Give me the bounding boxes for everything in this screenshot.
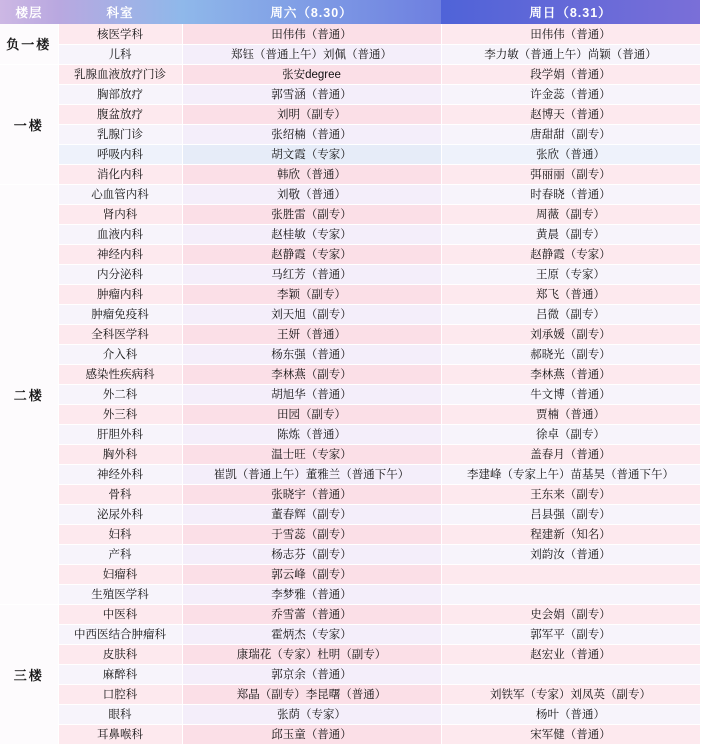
saturday-cell: 李颖（副专） bbox=[182, 284, 441, 304]
header-saturday: 周六（8.30） bbox=[182, 0, 441, 24]
department-cell: 皮肤科 bbox=[58, 644, 182, 664]
saturday-cell: 张晓宇（普通） bbox=[182, 484, 441, 504]
saturday-cell: 韩欣（普通） bbox=[182, 164, 441, 184]
department-cell: 腹盆放疗 bbox=[58, 104, 182, 124]
table-row bbox=[0, 124, 700, 144]
table-header bbox=[0, 0, 700, 24]
sunday-cell bbox=[441, 664, 700, 684]
sunday-cell: 赵博天（普通） bbox=[441, 104, 700, 124]
table-row bbox=[0, 704, 700, 724]
saturday-cell: 田园（副专） bbox=[182, 404, 441, 424]
sunday-cell: 刘承媛（副专） bbox=[441, 324, 700, 344]
saturday-cell: 于雪蕊（副专） bbox=[182, 524, 441, 544]
department-cell: 肿瘤免疫科 bbox=[58, 304, 182, 324]
sunday-cell: 吕微（副专） bbox=[441, 304, 700, 324]
sunday-cell: 程建新（知名） bbox=[441, 524, 700, 544]
table-row bbox=[0, 184, 700, 204]
saturday-cell: 郑钰（普通上午）刘佩（普通） bbox=[182, 44, 441, 64]
table-row bbox=[0, 364, 700, 384]
department-cell: 生殖医学科 bbox=[58, 584, 182, 604]
saturday-cell: 张荫（专家） bbox=[182, 704, 441, 724]
table-row bbox=[0, 584, 700, 604]
department-cell: 产科 bbox=[58, 544, 182, 564]
table-row bbox=[0, 104, 700, 124]
sunday-cell: 周薇（副专） bbox=[441, 204, 700, 224]
department-cell: 神经外科 bbox=[58, 464, 182, 484]
department-cell: 肿瘤内科 bbox=[58, 284, 182, 304]
sunday-cell: 郝晓光（副专） bbox=[441, 344, 700, 364]
sunday-cell bbox=[441, 584, 700, 604]
floor-cell: 三楼 bbox=[0, 604, 58, 744]
department-cell: 介入科 bbox=[58, 344, 182, 364]
header-sunday: 周日（8.31） bbox=[441, 0, 700, 24]
saturday-cell: 董春辉（副专） bbox=[182, 504, 441, 524]
department-cell: 口腔科 bbox=[58, 684, 182, 704]
header-department: 科室 bbox=[58, 0, 182, 24]
table-row bbox=[0, 464, 700, 484]
saturday-cell: 郭京余（普通） bbox=[182, 664, 441, 684]
table-row bbox=[0, 304, 700, 324]
department-cell: 耳鼻喉科 bbox=[58, 724, 182, 744]
table-row bbox=[0, 84, 700, 104]
table-row bbox=[0, 624, 700, 644]
saturday-cell: 胡文霞（专家） bbox=[182, 144, 441, 164]
sunday-cell: 刘韵汝（普通） bbox=[441, 544, 700, 564]
saturday-cell: 杨志芬（副专） bbox=[182, 544, 441, 564]
saturday-cell: 霍炳杰（专家） bbox=[182, 624, 441, 644]
table-row bbox=[0, 284, 700, 304]
department-cell: 眼科 bbox=[58, 704, 182, 724]
saturday-cell: 张绍楠（普通） bbox=[182, 124, 441, 144]
table-row bbox=[0, 44, 700, 64]
sunday-cell: 王东来（副专） bbox=[441, 484, 700, 504]
table-row bbox=[0, 604, 700, 624]
department-cell: 胸外科 bbox=[58, 444, 182, 464]
table-row bbox=[0, 384, 700, 404]
header-row bbox=[0, 0, 700, 24]
saturday-cell: 王妍（普通） bbox=[182, 324, 441, 344]
saturday-cell: 刘天旭（副专） bbox=[182, 304, 441, 324]
department-cell: 外二科 bbox=[58, 384, 182, 404]
sunday-cell: 赵宏业（普通） bbox=[441, 644, 700, 664]
floor-cell: 负一楼 bbox=[0, 24, 58, 64]
saturday-cell: 刘明（副专） bbox=[182, 104, 441, 124]
saturday-cell: 温士旺（专家） bbox=[182, 444, 441, 464]
sunday-cell: 黄晨（副专） bbox=[441, 224, 700, 244]
table-row bbox=[0, 164, 700, 184]
table-body bbox=[0, 24, 700, 744]
table-row bbox=[0, 644, 700, 664]
saturday-cell: 李林燕（副专） bbox=[182, 364, 441, 384]
table-row bbox=[0, 204, 700, 224]
saturday-cell: 康瑞花（专家）杜明（副专） bbox=[182, 644, 441, 664]
saturday-cell: 田伟伟（普通） bbox=[182, 24, 441, 44]
sunday-cell: 郑飞（普通） bbox=[441, 284, 700, 304]
department-cell: 肝胆外科 bbox=[58, 424, 182, 444]
saturday-cell: 杨东强（普通） bbox=[182, 344, 441, 364]
saturday-cell: 崔凯（普通上午）董雅兰（普通下午） bbox=[182, 464, 441, 484]
department-cell: 中医科 bbox=[58, 604, 182, 624]
table-row bbox=[0, 344, 700, 364]
sunday-cell: 刘铁军（专家）刘凤英（副专） bbox=[441, 684, 700, 704]
table-row bbox=[0, 424, 700, 444]
department-cell: 乳腺门诊 bbox=[58, 124, 182, 144]
sunday-cell: 王原（专家） bbox=[441, 264, 700, 284]
table-row bbox=[0, 544, 700, 564]
sunday-cell: 赵静霞（专家） bbox=[441, 244, 700, 264]
sunday-cell: 牛文博（普通） bbox=[441, 384, 700, 404]
table-row bbox=[0, 524, 700, 544]
table-row bbox=[0, 24, 700, 44]
department-cell: 心血管内科 bbox=[58, 184, 182, 204]
sunday-cell: 田伟伟（普通） bbox=[441, 24, 700, 44]
saturday-cell: 张安degree bbox=[182, 64, 441, 84]
saturday-cell: 陈炼（普通） bbox=[182, 424, 441, 444]
table-row bbox=[0, 264, 700, 284]
department-cell: 妇瘤科 bbox=[58, 564, 182, 584]
department-cell: 外三科 bbox=[58, 404, 182, 424]
sunday-cell: 李力敏（普通上午）尚颖（普通） bbox=[441, 44, 700, 64]
floor-cell: 一楼 bbox=[0, 64, 58, 184]
sunday-cell: 李林燕（普通） bbox=[441, 364, 700, 384]
saturday-cell: 赵静霞（专家） bbox=[182, 244, 441, 264]
department-cell: 泌尿外科 bbox=[58, 504, 182, 524]
department-cell: 麻醉科 bbox=[58, 664, 182, 684]
table-row bbox=[0, 564, 700, 584]
saturday-cell: 赵桂敏（专家） bbox=[182, 224, 441, 244]
saturday-cell: 马红芳（普通） bbox=[182, 264, 441, 284]
table-row bbox=[0, 144, 700, 164]
table-row bbox=[0, 724, 700, 744]
department-cell: 乳腺血液放疗门诊 bbox=[58, 64, 182, 84]
saturday-cell: 李梦雅（普通） bbox=[182, 584, 441, 604]
sunday-cell: 贾楠（普通） bbox=[441, 404, 700, 424]
department-cell: 内分泌科 bbox=[58, 264, 182, 284]
sunday-cell: 史会娟（副专） bbox=[441, 604, 700, 624]
table-row bbox=[0, 664, 700, 684]
saturday-cell: 刘敬（普通） bbox=[182, 184, 441, 204]
sunday-cell: 杨叶（普通） bbox=[441, 704, 700, 724]
saturday-cell: 乔雪蕾（普通） bbox=[182, 604, 441, 624]
saturday-cell: 邱玉童（普通） bbox=[182, 724, 441, 744]
sunday-cell: 徐卓（副专） bbox=[441, 424, 700, 444]
department-cell: 核医学科 bbox=[58, 24, 182, 44]
department-cell: 全科医学科 bbox=[58, 324, 182, 344]
department-cell: 中西医结合肿瘤科 bbox=[58, 624, 182, 644]
department-cell: 胸部放疗 bbox=[58, 84, 182, 104]
department-cell: 肾内科 bbox=[58, 204, 182, 224]
sunday-cell: 唐甜甜（副专） bbox=[441, 124, 700, 144]
department-cell: 消化内科 bbox=[58, 164, 182, 184]
saturday-cell: 胡旭华（普通） bbox=[182, 384, 441, 404]
table-row bbox=[0, 404, 700, 424]
sunday-cell: 时春晓（普通） bbox=[441, 184, 700, 204]
department-cell: 妇科 bbox=[58, 524, 182, 544]
table-row bbox=[0, 684, 700, 704]
sunday-cell bbox=[441, 564, 700, 584]
sunday-cell: 李建峰（专家上午）苗基昊（普通下午） bbox=[441, 464, 700, 484]
table-row bbox=[0, 324, 700, 344]
sunday-cell: 张欣（普通） bbox=[441, 144, 700, 164]
sunday-cell: 宋军健（普通） bbox=[441, 724, 700, 744]
sunday-cell: 段学娟（普通） bbox=[441, 64, 700, 84]
saturday-cell: 郭雪涵（普通） bbox=[182, 84, 441, 104]
department-cell: 感染性疾病科 bbox=[58, 364, 182, 384]
department-cell: 血液内科 bbox=[58, 224, 182, 244]
department-cell: 呼吸内科 bbox=[58, 144, 182, 164]
header-floor: 楼层 bbox=[0, 0, 58, 24]
table-row bbox=[0, 484, 700, 504]
department-cell: 儿科 bbox=[58, 44, 182, 64]
table-row bbox=[0, 224, 700, 244]
sunday-cell: 郭军平（副专） bbox=[441, 624, 700, 644]
table-row bbox=[0, 64, 700, 84]
sunday-cell: 许金蕊（普通） bbox=[441, 84, 700, 104]
sunday-cell: 盖春月（普通） bbox=[441, 444, 700, 464]
table-row bbox=[0, 504, 700, 524]
saturday-cell: 张胜雷（副专） bbox=[182, 204, 441, 224]
sunday-cell: 弭丽丽（副专） bbox=[441, 164, 700, 184]
floor-cell: 二楼 bbox=[0, 184, 58, 604]
table-row bbox=[0, 444, 700, 464]
saturday-cell: 郭云峰（副专） bbox=[182, 564, 441, 584]
table-row bbox=[0, 244, 700, 264]
department-cell: 骨科 bbox=[58, 484, 182, 504]
sunday-cell: 吕县强（副专） bbox=[441, 504, 700, 524]
saturday-cell: 郑晶（副专）李昆曙（普通） bbox=[182, 684, 441, 704]
department-cell: 神经内科 bbox=[58, 244, 182, 264]
